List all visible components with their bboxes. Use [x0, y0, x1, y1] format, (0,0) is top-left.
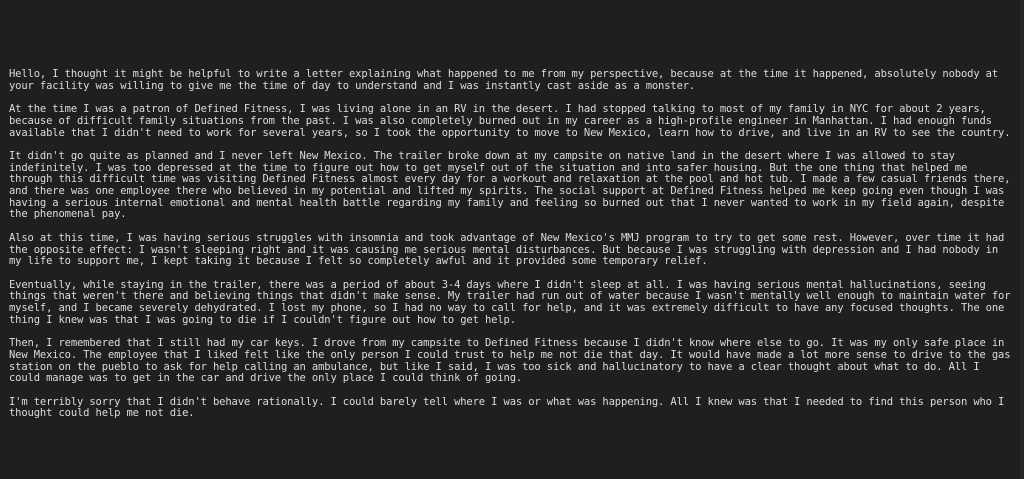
letter-paragraph-insomnia: Also at this time, I was having serious struggles with insomnia and took advantage of New Mexico's MMJ program to try to get some rest. However, over time it had the opposite effect: I wasn't sleeping right and it was causing me serious mental disturbances. But because I was struggling with depression and I had nobody in my life to support me, I kept taking it because I felt so completely awful and it provided some temporary relief.: [9, 231, 1011, 268]
letter-paragraph-apology: I'm terribly sorry that I didn't behave rationally. I could barely tell where I was or what was happening. All I knew was that I needed to find this person who I thought could help me not die.: [9, 395, 1011, 420]
letter-paragraph-drive: Then, I remembered that I still had my car keys. I drove from my campsite to Defined Fitness because I didn't know where else to go. It was my only safe place in New Mexico. The employee that I liked felt like the only person I could trust to help me not die that day. It would have made a lot more sense to drive to the gas station on the pueblo to ask for help calling an ambulance, but like I said, I was too sick and hallucinatory to have a clear thought about what to do. All I could manage was to get in the car and drive the only place I could think of going.: [9, 337, 1017, 385]
letter-body: [9, 68, 1017, 420]
letter-paragraph-background: At the time I was a patron of Defined Fitness, I was living alone in an RV in the desert. I had stopped talking to most of my family in NYC for about 2 years, because of difficult family situations from the past. I was also completely burned out in my career as a high-profile engineer in Manhattan. I had enough funds available that I didn't need to work for several years, so I took the opportunity to move to New Mexico, learn how to drive, and live in an RV to see the country.: [9, 103, 1011, 139]
scrollbar-track[interactable]: [1020, 0, 1024, 479]
letter-paragraph-intro: Hello, I thought it might be helpful to write a letter explaining what happened to me from my perspective, because at the time it happened, absolutely nobody at your facility was willing to give me the time of day to understand and I was instantly cast aside as a monster.: [9, 68, 1005, 92]
letter-paragraph-crisis: Eventually, while staying in the trailer, there was a period of about 3-4 days where I didn't sleep at all. I was having serious mental hallucinations, seeing things that weren't there and believing things that didn't make sense. My trailer had run out of water because I wasn't mentally well enough to maintain water for myself, and I became severely dehydrated. I lost my phone, so I had no way to call for help, and it was extremely difficult to have any focused thoughts. The one thing I knew was that I was going to die if I couldn't figure out how to get help.: [9, 278, 1017, 326]
letter-paragraph-new-mexico: It didn't go quite as planned and I never left New Mexico. The trailer broke down at my campsite on native land in the desert where I was allowed to stay indefinitely. I was too depressed at the time to figure out how to get myself out of the situation and into safer housing. But the one thing that helped me through this difficult time was visiting Defined Fitness almost every day for a workout and relaxation at the pool and hot tub. I made a few casual friends there, and there was one employee there who believed in my potential and lifted my spirits. The social support at Defined Fitness helped me keep going even though I was having a serious internal emotional and mental health battle regarding my family and feeling so burned out that I never wanted to work in my field again, despite the phenomenal pay.: [9, 149, 1017, 221]
